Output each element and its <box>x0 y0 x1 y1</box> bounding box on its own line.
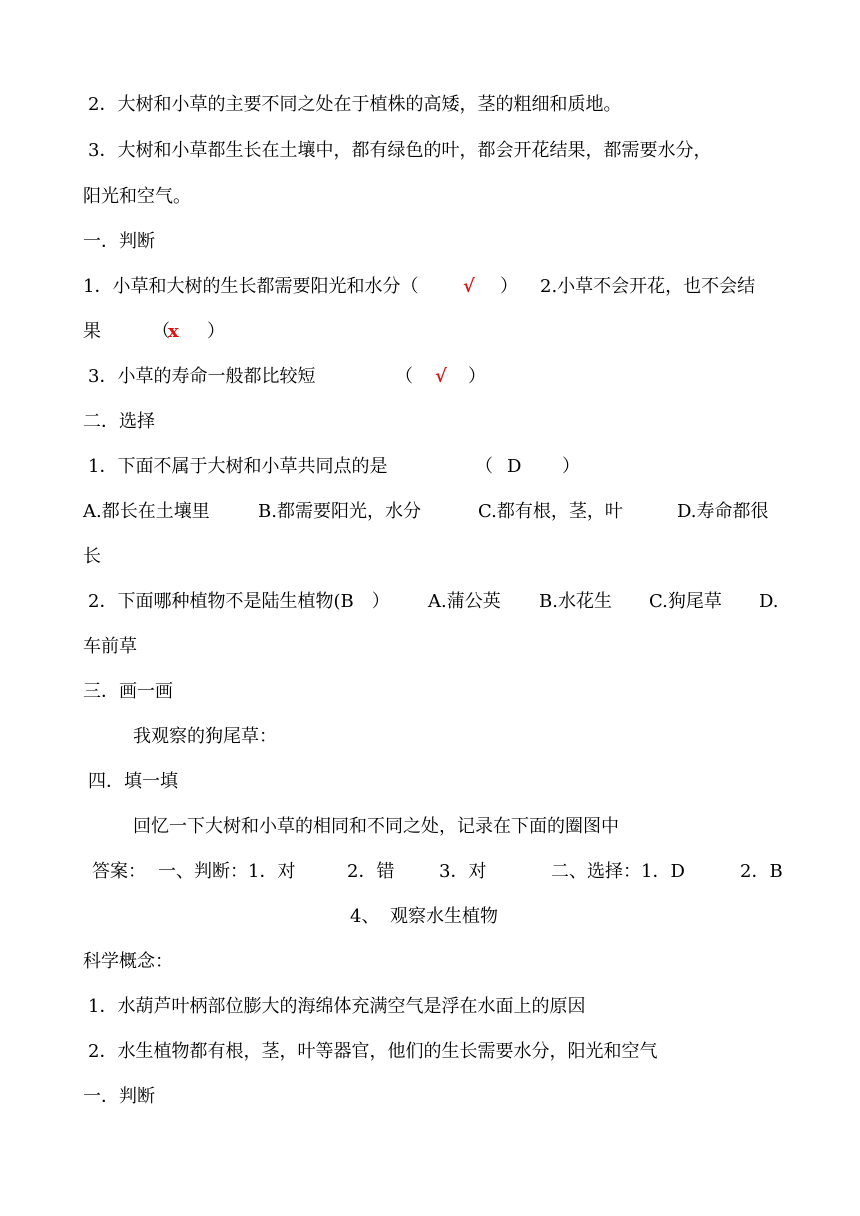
choice-q1-option-b: B.都需要阳光，水分 <box>258 501 421 522</box>
judge-q2-cross-mark: x <box>168 321 179 342</box>
concept-item-3-line1: 3．大树和小草都生长在土壤中，都有绿色的叶，都会开花结果，都需要水分， <box>88 140 712 161</box>
answers-choice-1: 二、选择：1．D <box>551 861 685 882</box>
judge-q1-check-mark: √ <box>463 276 475 297</box>
judge-q3-open: （ <box>395 366 413 387</box>
choice-q2-option-a: A.蒲公英 <box>428 591 501 612</box>
choice-q2-option-b: B.水花生 <box>539 591 612 612</box>
choice-q2-option-d: D. <box>759 591 779 612</box>
judge-heading: 一．判断 <box>83 231 155 252</box>
answers-judge-3: 3．对 <box>439 861 487 882</box>
choice-q2-option-d-cont: 车前草 <box>83 636 137 657</box>
choice-q1-open: （ <box>475 456 493 477</box>
answers-judge-1: 一、判断：1．对 <box>158 861 296 882</box>
draw-heading: 三．画一画 <box>83 681 173 702</box>
judge-q3-check-mark: √ <box>435 366 447 387</box>
choice-heading: 二．选择 <box>83 411 155 432</box>
lesson-title: 观察水生植物 <box>390 906 498 927</box>
lesson4-concept-1: 1．水葫芦叶柄部位膨大的海绵体充满空气是浮在水面上的原因 <box>88 996 586 1017</box>
judge-q2-text-cont: 果 <box>83 321 101 342</box>
judge-q2-open: （ <box>152 321 170 342</box>
choice-q1-option-a: A.都长在土壤里 <box>83 501 210 522</box>
answers-judge-2: 2．错 <box>347 861 395 882</box>
choice-q1-option-d-cont: 长 <box>83 546 101 567</box>
lesson4-judge-heading: 一．判断 <box>83 1086 155 1107</box>
answers-choice-2: 2．B <box>740 861 783 882</box>
concept-item-2: 2．大树和小草的主要不同之处在于植株的高矮，茎的粗细和质地。 <box>88 94 622 115</box>
fill-text: 回忆一下大树和小草的相同和不同之处，记录在下面的圈图中 <box>133 816 619 837</box>
lesson4-concept-2: 2．水生植物都有根，茎，叶等器官，他们的生长需要水分，阳光和空气 <box>88 1041 658 1062</box>
judge-q1-close: ） <box>500 276 518 297</box>
concept-item-3-line2: 阳光和空气。 <box>83 186 191 207</box>
choice-q2-option-c: C.狗尾草 <box>649 591 722 612</box>
fill-heading: 四．填一填 <box>88 771 178 792</box>
answers-label: 答案： <box>92 861 146 882</box>
choice-q1-answer: D <box>507 456 522 477</box>
concepts-heading: 科学概念： <box>83 951 173 972</box>
choice-q1-option-d: D.寿命都很 <box>677 501 769 522</box>
judge-q2-close: ） <box>207 321 225 342</box>
choice-q2-text: 2．下面哪种植物不是陆生植物(B ） <box>88 591 390 612</box>
judge-q3-text: 3．小草的寿命一般都比较短 <box>88 366 316 387</box>
draw-text: 我观察的狗尾草： <box>133 726 277 747</box>
judge-q3-close: ） <box>468 366 486 387</box>
lesson-number: 4、 <box>350 906 380 927</box>
choice-q1-close: ） <box>562 456 580 477</box>
judge-q2-text: 2.小草不会开花，也不会结 <box>540 276 756 297</box>
choice-q1-option-c: C.都有根，茎，叶 <box>478 501 623 522</box>
judge-q1-text: 1．小草和大树的生长都需要阳光和水分（ <box>83 276 419 297</box>
choice-q1-text: 1．下面不属于大树和小草共同点的是 <box>88 456 388 477</box>
